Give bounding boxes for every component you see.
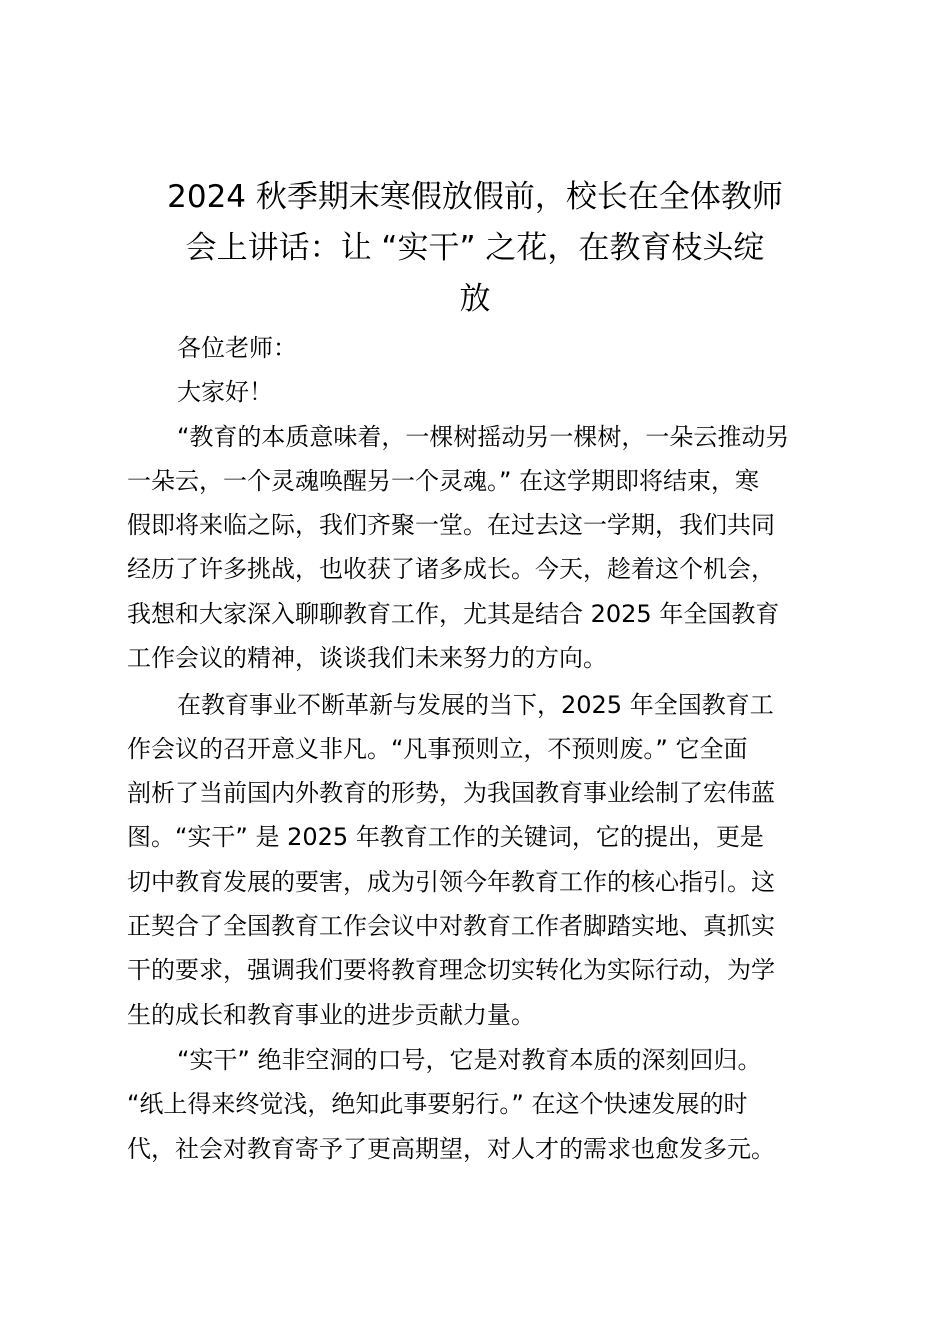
paragraph-2-line-5: 切中教育发展的要害，成为引领今年教育工作的核心指引。这 [127,868,775,896]
paragraph-3-line-2: “纸上得来终觉浅，绝知此事要躬行。” 在这个快速发展的时 [127,1090,748,1118]
paragraph-1-line-5: 我想和大家深入聊聊教育工作，尤其是结合 2025 年全国教育 [127,600,780,628]
title-line-2: 会上讲话：让 “实干” 之花，在教育枝头绽 [185,230,765,266]
paragraph-3-line-3: 代，社会对教育寄予了更高期望，对人才的需求也愈发多元。 [127,1135,775,1163]
paragraph-2-line-3: 剖析了当前国内外教育的形势，为我国教育事业绘制了宏伟蓝 [127,779,775,807]
paragraph-1-line-4: 经历了许多挑战，也收获了诸多成长。今天，趁着这个机会， [127,555,775,583]
paragraph-1-line-1: “教育的本质意味着，一棵树摇动另一棵树，一朵云推动另 [177,423,790,451]
paragraph-2-line-1: 在教育事业不断革新与发展的当下，2025 年全国教育工 [177,691,774,719]
greeting: 大家好！ [177,378,273,406]
paragraph-1-line-3: 假即将来临之际，我们齐聚一堂。在过去这一学期，我们共同 [127,511,775,539]
paragraph-2-line-7: 干的要求，强调我们要将教育理念切实转化为实际行动，为学 [127,956,775,984]
paragraph-2-line-6: 正契合了全国教育工作会议中对教育工作者脚踏实地、真抓实 [127,912,775,940]
paragraph-2-line-4: 图。“实干” 是 2025 年教育工作的关键词，它的提出，更是 [127,823,764,851]
title-line-3: 放 [459,281,491,317]
paragraph-2-line-2: 作会议的召开意义非凡。“凡事预则立，不预则废。” 它全面 [127,735,748,763]
salutation: 各位老师： [177,334,297,362]
paragraph-3-line-1: “实干” 绝非空洞的口号，它是对教育本质的深刻回归。 [177,1046,762,1074]
paragraph-2-line-8: 生的成长和教育事业的进步贡献力量。 [127,1001,535,1029]
paragraph-1-line-2: 一朵云，一个灵魂唤醒另一个灵魂。” 在这学期即将结束，寒 [127,467,760,495]
title-line-1: 2024 秋季期末寒假放假前，校长在全体教师 [167,179,783,215]
paragraph-1-line-6: 工作会议的精神，谈谈我们未来努力的方向。 [127,644,607,672]
